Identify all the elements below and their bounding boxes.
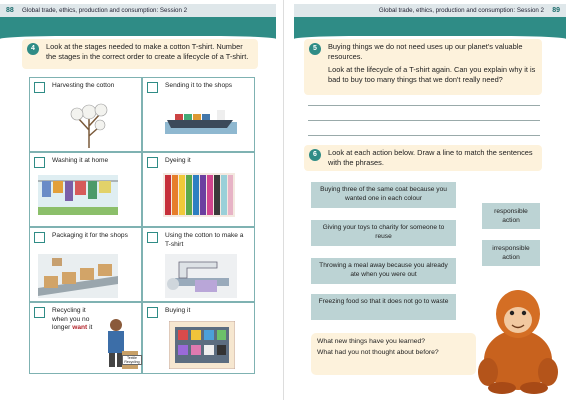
answer-line[interactable] [308,105,540,106]
stage-packaging [29,227,142,302]
question-5-box [304,39,542,95]
stage-label-text-end: it [89,324,93,331]
stage-label: Using the cotton to make a T-shirt [165,232,244,248]
responsible-action-card[interactable]: responsible action [482,203,540,229]
question-4-box [22,39,258,69]
shop-shelf-icon [169,321,235,369]
action-card[interactable]: Buying three of the same coat because you wanted one in each colour [311,182,456,208]
stage-buying [142,302,255,374]
irresponsible-action-card[interactable]: irresponsible action [482,240,540,266]
page-number: 89 [552,7,560,14]
question-text: Look at the stages needed to make a cotton T-shirt. Number the stages in the correct order to create a lifecycle of a T-shirt. [46,42,249,61]
number-box[interactable] [147,232,158,243]
question-text-2: Look at the lifecycle of a T-shirt again. Can you explain why it is bad to buy too many things that we don't really need? [328,65,536,84]
number-box[interactable] [34,82,45,93]
question-number: 4 [27,43,39,55]
stage-making [142,227,255,302]
stage-label: Packaging it for the shops [52,232,128,239]
reflection-question-1: What new things have you learned? [317,338,426,345]
number-box[interactable] [147,307,158,318]
question-text: Look at each action below. Draw a line to match the sentences with the phrases. [328,148,533,167]
stage-label: Sending it to the shops [165,82,233,89]
recycle-sign: Textile Recycling [122,355,142,365]
stage-sending [142,77,255,152]
stages-grid [29,77,255,364]
stage-label [52,307,97,333]
cotton-plant-icon [70,98,108,148]
answer-line[interactable] [308,120,540,121]
action-card[interactable]: Freezing food so that it does not go to waste [311,294,456,320]
number-box[interactable] [147,82,158,93]
reflection-question-2: What had you not thought about before? [317,349,439,356]
stage-harvesting [29,77,142,152]
page-header [0,4,276,17]
number-box[interactable] [34,232,45,243]
page-number: 88 [6,7,14,14]
number-box[interactable] [34,157,45,168]
stage-label: Washing it at home [52,157,109,164]
stage-label: Dyeing it [165,157,191,164]
dyed-fabrics-icon [163,173,235,217]
stage-label: Harvesting the cotton [52,82,115,89]
cargo-ship-icon [165,106,237,134]
stage-label: Buying it [165,307,191,314]
sewing-machine-icon [165,254,237,298]
question-text: Buying things we do not need uses up our planet's valuable resources. [328,42,523,61]
question-6-box [304,145,542,171]
stage-dyeing [142,152,255,227]
orangutan-icon [472,280,562,395]
header-title: Global trade, ethics, production and consumption: Session 2 [378,7,544,14]
page-header [294,4,566,17]
action-card[interactable]: Throwing a meal away because you already ate when you were out [311,258,456,284]
stage-label-emphasis: want [72,324,88,331]
question-number: 5 [309,43,321,55]
stage-recycling [29,302,142,374]
question-number: 6 [309,149,321,161]
header-title: Global trade, ethics, production and consumption: Session 2 [22,7,188,14]
number-box[interactable] [34,307,45,318]
action-card[interactable]: Giving your toys to charity for someone to reuse [311,220,456,246]
reflection-bubble [311,333,476,375]
number-box[interactable] [147,157,158,168]
washing-line-icon [38,175,118,215]
answer-line[interactable] [308,135,540,136]
stage-label-text: Recycling it when you no longer [52,307,90,331]
stage-washing [29,152,142,227]
right-page [283,0,566,400]
packaging-boxes-icon [38,254,118,298]
